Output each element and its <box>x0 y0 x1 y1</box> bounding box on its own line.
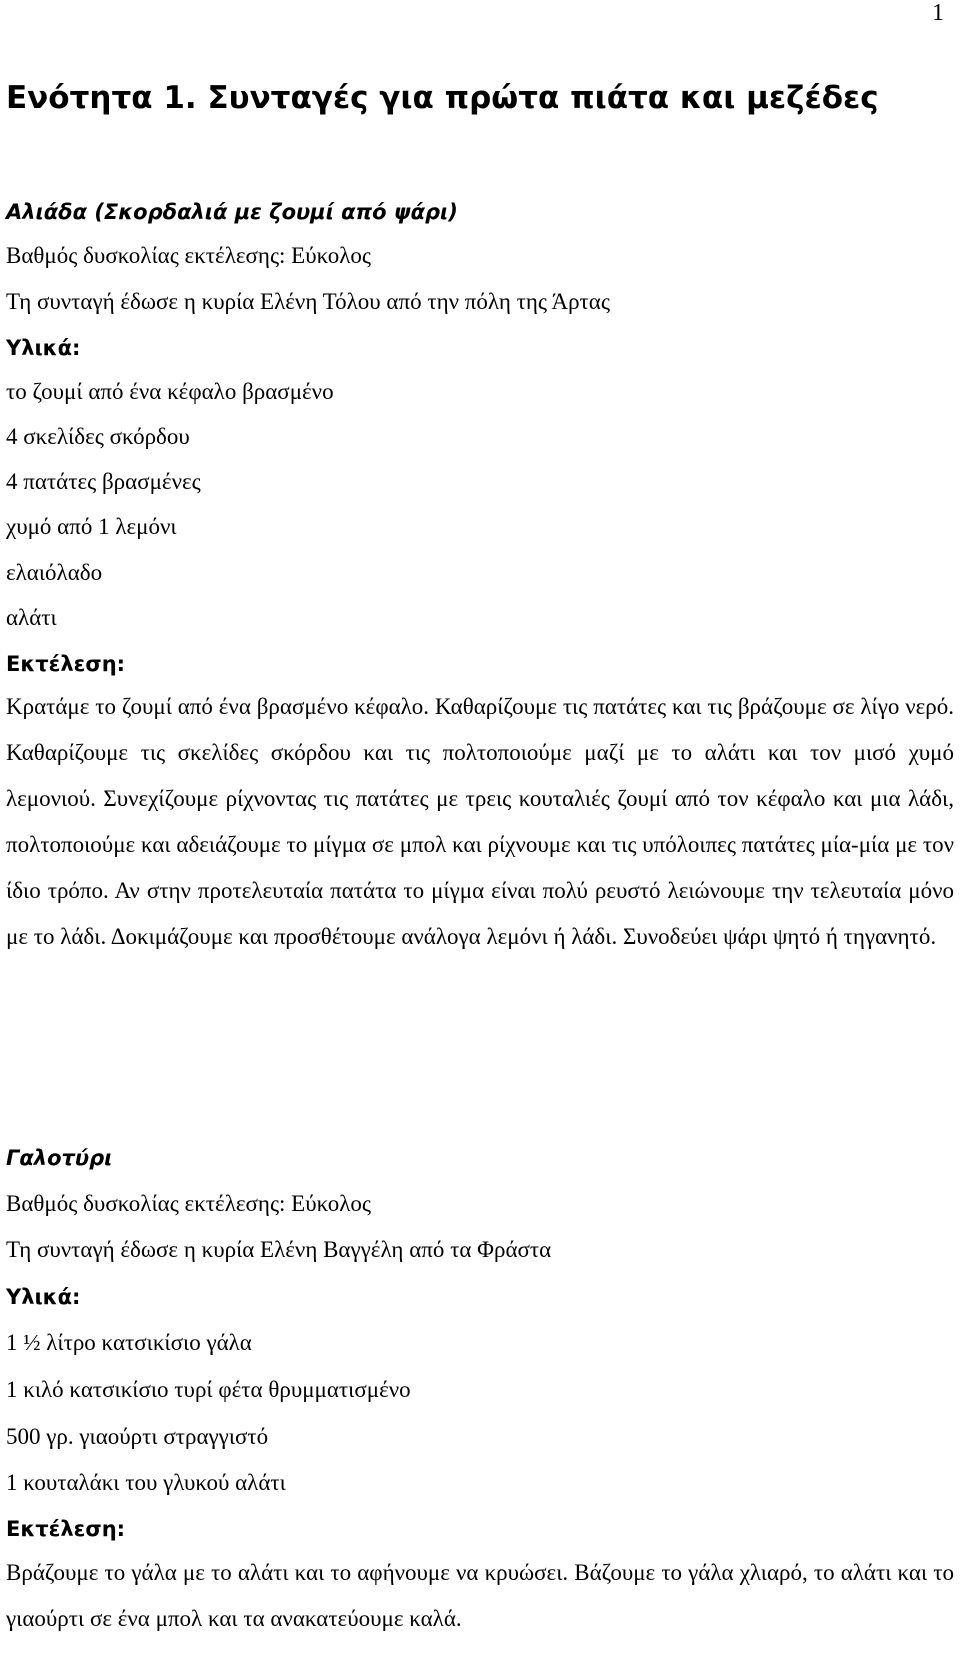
difficulty-line: Βαθμός δυσκολίας εκτέλεσης: Εύκολος <box>6 1191 371 1216</box>
recipe-title: Γαλοτύρι <box>6 1146 113 1170</box>
source-line: Τη συνταγή έδωσε η κυρία Ελένη Βαγγέλη από τα Φράστα <box>6 1237 552 1262</box>
ingredient-item: χυμό από 1 λεμόνι <box>6 514 177 539</box>
ingredients-heading: Υλικά: <box>6 1285 81 1309</box>
ingredient-item: το ζουμί από ένα κέφαλο βρασμένο <box>6 379 334 404</box>
ingredient-item: 1 κουταλάκι του γλυκού αλάτι <box>6 1470 286 1495</box>
ingredient-item: ελαιόλαδο <box>6 560 103 585</box>
recipe-title: Αλιάδα (Σκορδαλιά με ζουμί από ψάρι) <box>6 200 458 224</box>
method-heading: Εκτέλεση: <box>6 652 126 676</box>
method-paragraph: Κρατάμε το ζουμί από ένα βρασμένο κέφαλο. Καθαρίζουμε τις πατάτες και τις βράζουμε σε λίγο νερό. Καθαρίζουμε τις σκελίδες σκόρδου και τις πολτοποιούμε μαζί με το αλάτι και τον μισό χυμό λεμονιού. Συνεχίζουμε ρίχνοντας τις πατάτες με τρεις κουταλιές ζουμί από τον κέφαλο και μια λάδι, πολτοποιούμε και αδειάζουμε το μίγμα σε μπολ και ρίχνουμε και τις υπόλοιπες πατάτες μία-μία με τον ίδιο τρόπο. Αν στην προτελευταία πατάτα το μίγμα είναι πολύ ρευστό λειώνουμε την τελευταία μόνο με το λάδι. Δοκιμάζουμε και προσθέτουμε ανάλογα λεμόνι ή λάδι. Συνοδεύει ψάρι ψητό ή τηγανητό. <box>6 694 954 949</box>
method-heading: Εκτέλεση: <box>6 1517 126 1541</box>
ingredient-item: 500 γρ. γιαούρτι στραγγιστό <box>6 1424 269 1449</box>
page-number: 1 <box>932 0 944 26</box>
method-paragraph: Βράζουμε το γάλα με το αλάτι και το αφήνουμε να κρυώσει. Βάζουμε το γάλα χλιαρό, το αλάτι και το γιαούρτι σε ένα μπολ και τα ανακατεύουμε καλά. <box>6 1560 954 1631</box>
ingredients-heading: Υλικά: <box>6 336 81 360</box>
ingredient-item: 1 ½ λίτρο κατσικίσιο γάλα <box>6 1330 252 1355</box>
difficulty-line: Βαθμός δυσκολίας εκτέλεσης: Εύκολος <box>6 243 371 268</box>
source-line: Τη συνταγή έδωσε η κυρία Ελένη Τόλου από την πόλη της Άρτας <box>6 289 610 314</box>
ingredient-item: 4 σκελίδες σκόρδου <box>6 424 190 449</box>
chapter-title: Ενότητα 1. Συνταγές για πρώτα πιάτα και μεζέδες <box>6 80 879 116</box>
ingredient-item: 1 κιλό κατσικίσιο τυρί φέτα θρυμματισμένο <box>6 1377 411 1402</box>
ingredient-item: 4 πατάτες βρασμένες <box>6 469 201 494</box>
ingredient-item: αλάτι <box>6 605 57 630</box>
